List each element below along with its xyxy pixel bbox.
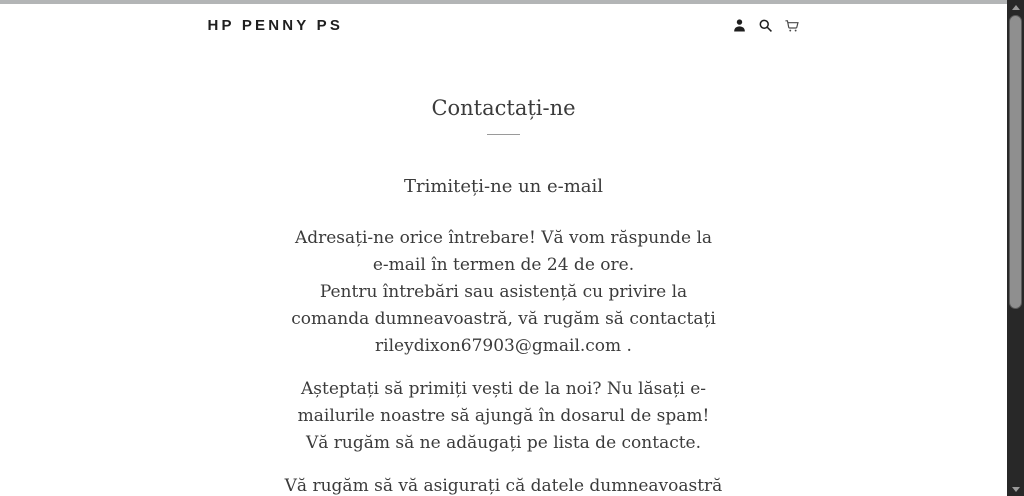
scroll-up-arrow-icon [1012, 5, 1020, 10]
paragraph-response-time [208, 225, 800, 360]
vertical-scrollbar[interactable] [1007, 0, 1024, 496]
scrollbar-up-button[interactable] [1007, 0, 1024, 14]
paragraph-line: Pentru întrebări sau asistență cu privire la [319, 282, 688, 302]
page-title: Contactați-ne [431, 96, 576, 120]
paragraph-line: Adresați-ne orice întrebare! Vă vom răspunde la [294, 228, 713, 248]
scrollbar-down-button[interactable] [1007, 482, 1024, 496]
email-line [208, 333, 800, 360]
account-icon[interactable] [732, 18, 748, 34]
browser-top-bar [0, 0, 1007, 4]
search-icon[interactable] [758, 18, 774, 34]
heading-divider [487, 134, 520, 135]
paragraph-line: Vă rugăm să vă asigurați că datele dumneavoastră [284, 476, 723, 496]
header-icons [732, 18, 800, 34]
scrollbar-thumb[interactable] [1009, 15, 1022, 309]
email-link[interactable]: rileydixon67903@gmail.com . [375, 336, 632, 356]
paragraph-line: comanda dumneavoastră, vă rugăm să contactați [291, 309, 716, 329]
scroll-down-arrow-icon [1012, 487, 1020, 492]
contact-subheading: Trimiteți-ne un e-mail [403, 176, 604, 197]
paragraph-line: mailurile noastre să ajungă în dosarul de spam! [297, 406, 710, 426]
paragraph-line: Vă rugăm să ne adăugați pe lista de contacte. [305, 433, 702, 453]
store-logo[interactable]: HP PENNY PS [207, 17, 344, 34]
paragraph-line: Așteptați să primiți vești de la noi? Nu lăsați e- [300, 379, 706, 399]
site-header [208, 0, 800, 34]
paragraph-line: e-mail în termen de 24 de ore. [372, 255, 635, 275]
cart-icon[interactable] [784, 18, 800, 34]
paragraph-data-notice [208, 473, 800, 496]
paragraph-spam-notice [208, 376, 800, 457]
contact-page [208, 96, 800, 496]
